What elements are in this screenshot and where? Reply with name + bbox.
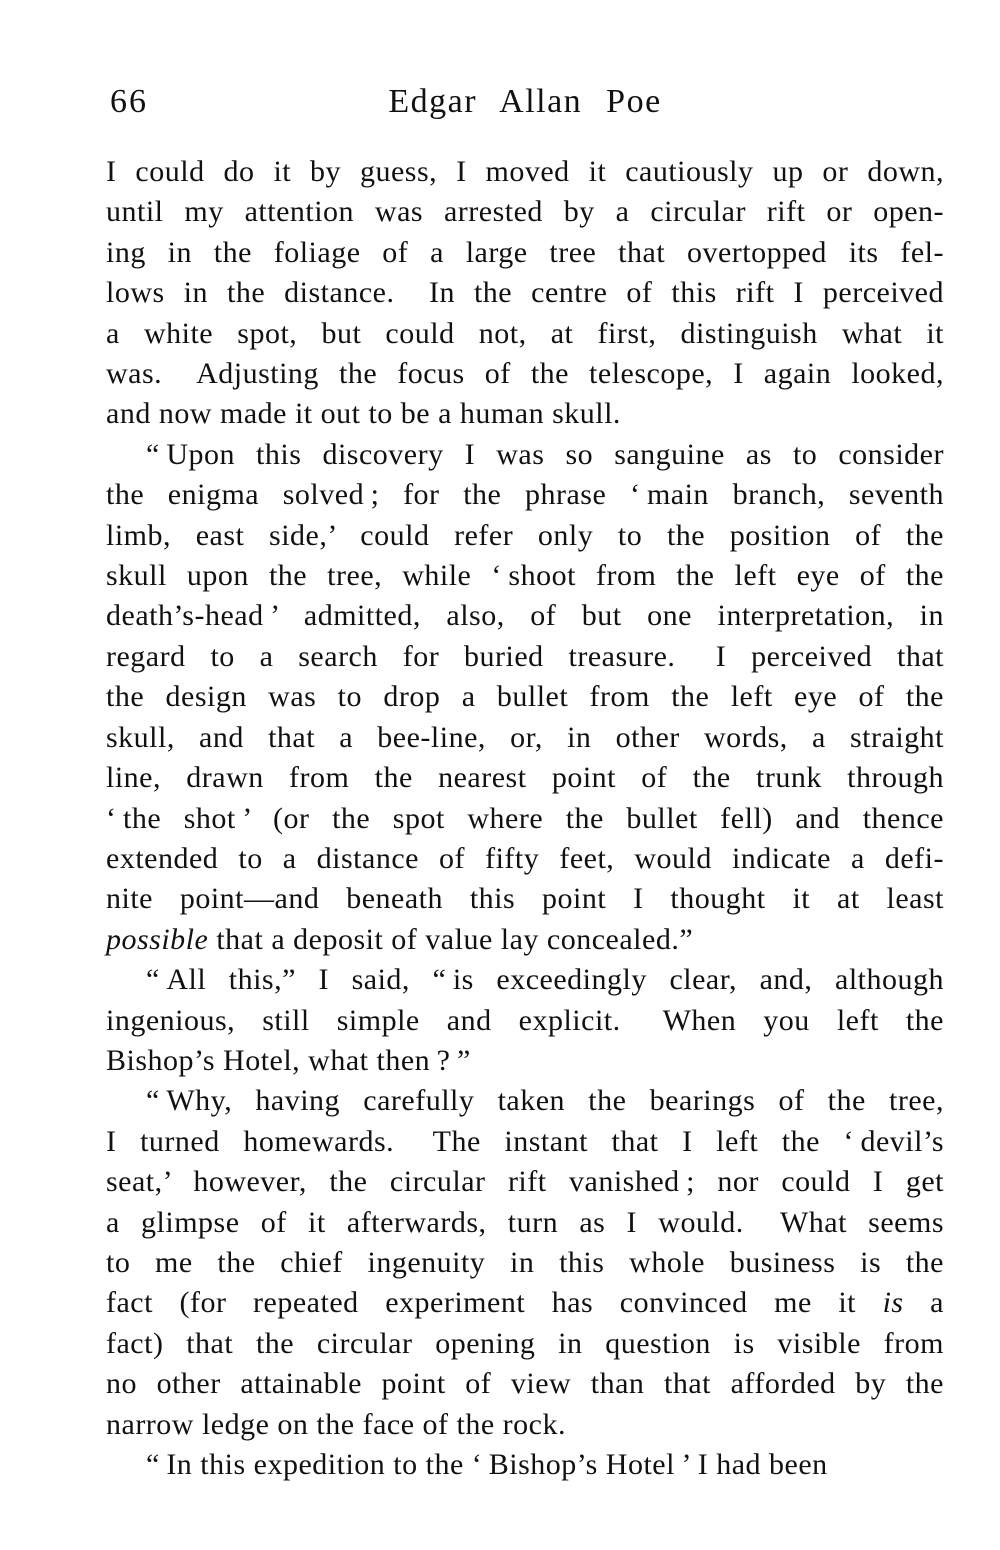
text-line xyxy=(106,879,944,919)
text-line xyxy=(106,637,944,677)
text-line xyxy=(106,1283,944,1323)
text-line xyxy=(106,1405,944,1445)
text-line xyxy=(106,1203,944,1243)
text-line xyxy=(106,677,944,717)
text-segment: the enigma solved ; for the phrase ‘ main branch, seventh xyxy=(106,478,944,512)
text-segment: a xyxy=(903,1286,944,1320)
text-segment: regard to a search for buried treasure. I perceived that xyxy=(106,639,944,673)
text-segment: Bishop’s Hotel, what then ? ” xyxy=(106,1043,471,1077)
italic-text: is xyxy=(882,1286,904,1320)
paragraph xyxy=(106,435,944,960)
paragraph xyxy=(106,1445,944,1485)
text-segment: I turned homewards. The instant that I left the ‘ devil’s xyxy=(106,1124,944,1158)
paragraph xyxy=(106,960,944,1081)
text-line xyxy=(106,596,944,636)
text-line xyxy=(106,839,944,879)
paragraph xyxy=(106,152,944,435)
text-line xyxy=(106,556,944,596)
text-line xyxy=(106,718,944,758)
text-line xyxy=(106,1445,944,1485)
text-segment: a white spot, but could not, at first, distinguish what it xyxy=(106,316,944,350)
text-line xyxy=(106,1001,944,1041)
text-segment: fact (for repeated experiment has convinced me it xyxy=(106,1286,883,1320)
text-segment: the design was to drop a bullet from the left eye of the xyxy=(106,680,944,714)
text-segment: was. Adjusting the focus of the telescope, I again looked, xyxy=(106,357,944,391)
text-line xyxy=(106,516,944,556)
text-line xyxy=(106,192,944,232)
text-segment: limb, east side,’ could refer only to the position of the xyxy=(106,518,944,552)
page-body xyxy=(106,152,944,1485)
text-segment: lows in the distance. In the centre of this rift I perceived xyxy=(106,276,944,310)
text-segment: fact) that the circular opening in question is visible from xyxy=(106,1326,944,1360)
italic-text: possible xyxy=(106,922,209,956)
text-segment: skull, and that a bee-line, or, in other words, a straight xyxy=(106,720,944,754)
text-segment: death’s-head ’ admitted, also, of but one interpretation, in xyxy=(106,599,944,633)
text-line xyxy=(106,1162,944,1202)
text-line xyxy=(106,273,944,313)
text-line xyxy=(106,960,944,1000)
text-line xyxy=(106,920,944,960)
text-segment: “ Upon this discovery I was so sanguine as to consider xyxy=(146,437,944,471)
text-segment: to me the chief ingenuity in this whole business is the xyxy=(106,1245,944,1279)
text-segment: line, drawn from the nearest point of the trunk through xyxy=(106,761,944,795)
paragraph xyxy=(106,1081,944,1445)
text-segment: no other attainable point of view than that afforded by the xyxy=(106,1367,944,1401)
text-segment: and now made it out to be a human skull. xyxy=(106,397,621,431)
text-line xyxy=(106,314,944,354)
text-segment: extended to a distance of fifty feet, would indicate a defi- xyxy=(106,841,944,875)
text-line xyxy=(106,152,944,192)
text-line xyxy=(106,1081,944,1121)
text-segment: skull upon the tree, while ‘ shoot from the left eye of the xyxy=(106,559,944,593)
text-segment: a glimpse of it afterwards, turn as I would. What seems xyxy=(106,1205,944,1239)
text-line xyxy=(106,1122,944,1162)
text-segment: I could do it by guess, I moved it cautiously up or down, xyxy=(106,155,944,188)
text-line xyxy=(106,799,944,839)
text-segment: “ All this,” I said, “ is exceedingly clear, and, although xyxy=(146,963,944,997)
text-segment: “ Why, having carefully taken the bearings of the tree, xyxy=(146,1084,944,1118)
text-line xyxy=(106,1041,944,1081)
text-segment: nite point—and beneath this point I thought it at least xyxy=(106,882,944,916)
text-segment: that a deposit of value lay concealed.” xyxy=(208,922,694,956)
text-segment: ingenious, still simple and explicit. When you left the xyxy=(106,1003,944,1037)
text-line xyxy=(106,435,944,475)
text-line xyxy=(106,758,944,798)
text-line xyxy=(106,1243,944,1283)
text-line xyxy=(106,354,944,394)
running-head: Edgar Allan Poe xyxy=(388,83,662,120)
text-segment: narrow ledge on the face of the rock. xyxy=(106,1407,566,1441)
text-line xyxy=(106,233,944,273)
page-number: 66 xyxy=(110,83,148,120)
text-line xyxy=(106,1324,944,1364)
page-header xyxy=(106,82,944,126)
text-segment: until my attention was arrested by a circular rift or open- xyxy=(106,195,944,229)
text-segment: ‘ the shot ’ (or the spot where the bullet fell) and thence xyxy=(106,801,944,835)
text-line xyxy=(106,475,944,515)
text-segment: “ In this expedition to the ‘ Bishop’s Hotel ’ I had been xyxy=(146,1448,828,1481)
text-segment: seat,’ however, the circular rift vanished ; nor could I get xyxy=(106,1165,944,1199)
text-line xyxy=(106,1364,944,1404)
text-segment: ing in the foliage of a large tree that overtopped its fel- xyxy=(106,235,944,269)
text-line xyxy=(106,394,944,434)
